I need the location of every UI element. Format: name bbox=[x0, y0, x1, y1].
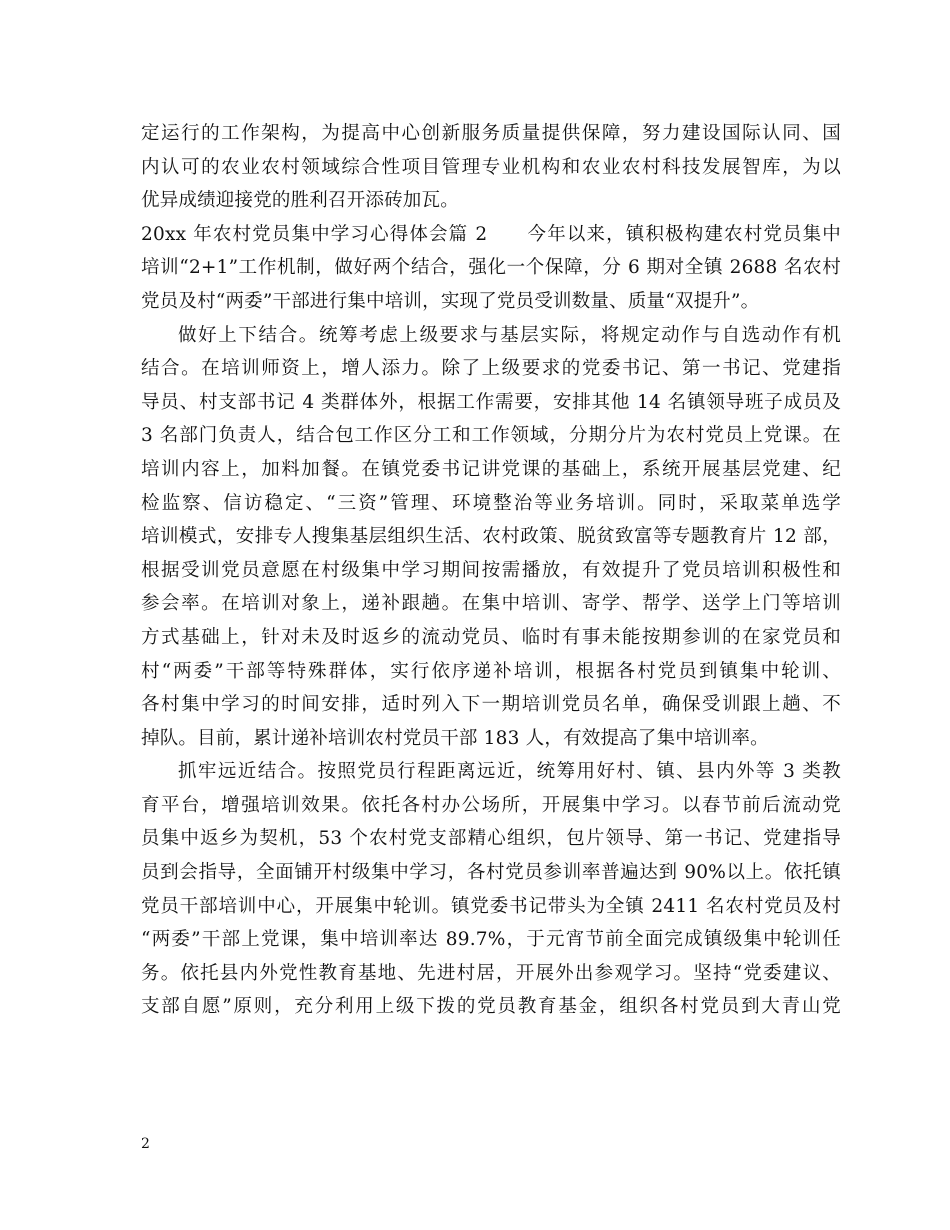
document-body bbox=[141, 117, 841, 1024]
text-line: 党员干部培训中心，开展集中轮训。镇党委书记带头为全镇 2411 名农村党员及村 bbox=[141, 895, 841, 917]
text-line: 参会率。在培训对象上，递补跟趟。在集中培训、寄学、帮学、送学上门等培训 bbox=[141, 593, 841, 615]
page-number: 2 bbox=[141, 1136, 150, 1152]
text-line: 培训模式，安排专人搜集基层组织生活、农村政策、脱贫致富等专题教育片 12 部， bbox=[141, 526, 841, 548]
text-line: 检监察、信访稳定、“三资”管理、环境整治等业务培训。同时，采取菜单选学 bbox=[141, 492, 841, 514]
text-line: 员集中返乡为契机，53 个农村党支部精心组织，包片领导、第一书记、党建指导 bbox=[141, 828, 841, 850]
paragraph-start-line: 做好上下结合。统筹考虑上级要求与基层实际，将规定动作与自选动作有机 bbox=[178, 324, 841, 346]
text-line: 导员、村支部书记 4 类群体外，根据工作需要，安排其他 14 名镇领导班子成员及 bbox=[141, 391, 841, 413]
text-line: 定运行的工作架构，为提高中心创新服务质量提供保障，努力建设国际认同、国 bbox=[141, 123, 841, 144]
text-line: 支部自愿”原则，充分利用上级下拨的党员教育基金，组织各村党员到大青山党 bbox=[141, 996, 841, 1018]
paragraph-start-line: 抓牢远近结合。按照党员行程距离远近，统筹用好村、镇、县内外等 3 类教 bbox=[178, 761, 841, 783]
text-line: 根据受训党员意愿在村级集中学习期间按需播放，有效提升了党员培训积极性和 bbox=[141, 559, 841, 581]
section-heading-line: 20xx 年农村党员集中学习心得体会篇 2 今年以来，镇积极构建农村党员集中 bbox=[141, 223, 841, 245]
text-line: 党员及村“两委”干部进行集中培训，实现了党员受训数量、质量“双提升”。 bbox=[141, 290, 760, 312]
text-line: 结合。在培训师资上，增人添力。除了上级要求的党委书记、第一书记、党建指 bbox=[141, 358, 841, 380]
text-line: 3 名部门负责人，结合包工作区分工和工作领域，分期分片为农村党员上党课。在 bbox=[141, 425, 841, 447]
text-line: 村“两委”干部等特殊群体，实行依序递补培训，根据各村党员到镇集中轮训、 bbox=[141, 660, 841, 682]
text-line: 务。依托县内外党性教育基地、先进村居，开展外出参观学习。坚持“党委建议、 bbox=[141, 962, 841, 984]
text-line: 优异成绩迎接党的胜利召开添砖加瓦。 bbox=[141, 190, 459, 212]
text-line: 掉队。目前，累计递补培训农村党员干部 183 人，有效提高了集中培训率。 bbox=[141, 727, 769, 749]
text-line: 育平台，增强培训效果。依托各村办公场所，开展集中学习。以春节前后流动党 bbox=[141, 794, 841, 816]
text-line: 培训内容上，加料加餐。在镇党委书记讲党课的基础上，系统开展基层党建、纪 bbox=[141, 458, 841, 480]
text-line: 各村集中学习的时间安排，适时列入下一期培训党员名单，确保受训跟上趟、不 bbox=[141, 694, 841, 716]
text-line: 员到会指导，全面铺开村级集中学习，各村党员参训率普遍达到 90%以上。依托镇 bbox=[141, 862, 841, 884]
text-line: “两委”干部上党课，集中培训率达 89.7%，于元宵节前全面完成镇级集中轮训任 bbox=[141, 929, 841, 951]
text-line: 方式基础上，针对未及时返乡的流动党员、临时有事未能按期参训的在家党员和 bbox=[141, 626, 841, 648]
text-line: 内认可的农业农村领域综合性项目管理专业机构和农业农村科技发展智库，为以 bbox=[141, 156, 841, 178]
text-line: 培训“2+1”工作机制，做好两个结合，强化一个保障，分 6 期对全镇 2688 名农村 bbox=[141, 257, 841, 279]
